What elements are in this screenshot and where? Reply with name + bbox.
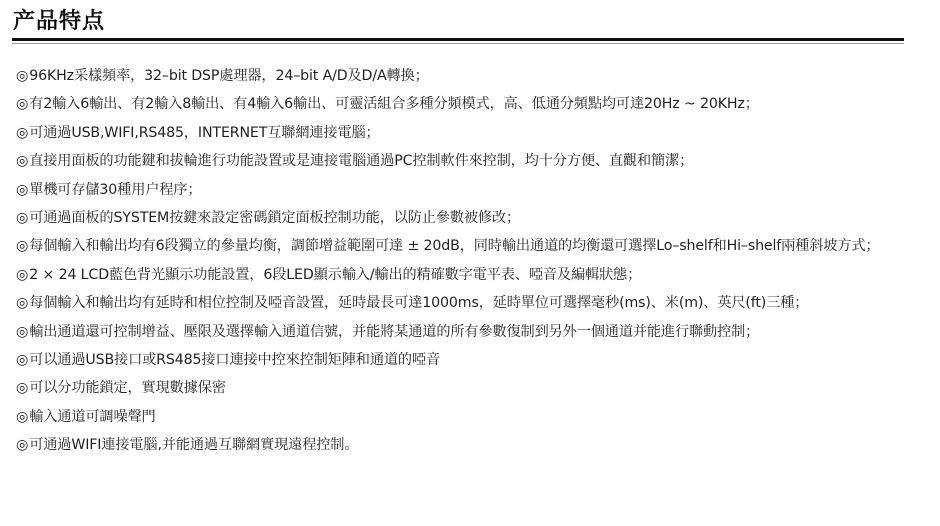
feature-text: 每個輸入和輸出均有延時和相位控制及啞音設置，延時最長可達1000ms，延時單位可選擇毫秒(ms)、米(m)、英尺(ft)三種； <box>29 295 809 312</box>
feature-text: 可以通過USB接口或RS485接口連接中控來控制矩陣和通道的啞音 <box>29 352 441 369</box>
feature-text: 可通過面板的SYSTEM按鍵來設定密碼鎖定面板控制功能，以防止參數被修改； <box>29 210 521 227</box>
title-underline <box>12 38 904 41</box>
feature-item <box>16 289 916 317</box>
feature-text: 2 × 24 LCD藍色背光顯示功能設置，6段LED顯示輸入/輸出的精確數字電平表、啞音及編輯狀態； <box>29 266 642 283</box>
circle-bullet-icon: ◎ <box>16 96 29 113</box>
feature-list <box>16 62 916 460</box>
feature-item <box>16 374 916 402</box>
circle-bullet-icon: ◎ <box>16 408 29 425</box>
circle-bullet-icon: ◎ <box>16 238 29 255</box>
feature-text: 有2輸入6輸出、有2輸入8輸出、有4輸入6輸出、可靈活組合多種分頻模式，高、低通分頻點均可達20Hz ~ 20KHz； <box>29 96 759 113</box>
feature-text: 輸出通道還可控制增益、壓限及選擇輸入通道信號，并能將某通道的所有參數復制到另外一個通道并能進行聯動控制； <box>29 323 760 340</box>
feature-item <box>16 62 916 90</box>
feature-item <box>16 204 916 232</box>
circle-bullet-icon: ◎ <box>16 380 29 397</box>
feature-text: 輸入通道可調噪聲門 <box>29 408 156 425</box>
feature-item <box>16 232 916 260</box>
circle-bullet-icon: ◎ <box>16 266 29 283</box>
title-underline-thin <box>12 43 904 44</box>
feature-item <box>16 403 916 431</box>
feature-text: 可以分功能鎖定，實現數據保密 <box>29 380 226 397</box>
feature-item <box>16 119 916 147</box>
circle-bullet-icon: ◎ <box>16 181 29 198</box>
feature-item <box>16 176 916 204</box>
feature-text: 可通過USB,WIFI,RS485，INTERNET互聯網連接電腦； <box>29 124 380 141</box>
circle-bullet-icon: ◎ <box>16 295 29 312</box>
feature-text: 96KHz采樣頻率，32–bit DSP處理器，24–bit A/D及D/A轉換； <box>29 68 429 84</box>
feature-item <box>16 147 916 175</box>
feature-text: 直接用面板的功能鍵和拔輪進行功能設置或是連接電腦通過PC控制軟件來控制，均十分方便、直觀和簡潔； <box>29 153 694 170</box>
feature-text: 單機可存儲30種用户程序； <box>29 181 202 198</box>
feature-item <box>16 431 916 459</box>
feature-text: 可通過WIFI連接電腦,并能通過互聯網實現遠程控制。 <box>29 437 359 454</box>
circle-bullet-icon: ◎ <box>16 437 29 454</box>
circle-bullet-icon: ◎ <box>16 124 29 141</box>
feature-item <box>16 346 916 374</box>
feature-item <box>16 261 916 289</box>
circle-bullet-icon: ◎ <box>16 352 29 369</box>
section-title: 产品特点 <box>13 9 106 34</box>
circle-bullet-icon: ◎ <box>16 153 29 170</box>
feature-text: 每個輸入和輸出均有6段獨立的參量均衡，調節增益範圍可達 ± 20dB，同時輸出通道的均衡還可選擇Lo–shelf和Hi–shelf兩種斜坡方式； <box>29 238 880 255</box>
feature-item <box>16 318 916 346</box>
circle-bullet-icon: ◎ <box>16 323 29 340</box>
circle-bullet-icon: ◎ <box>16 68 29 84</box>
feature-item <box>16 90 916 118</box>
circle-bullet-icon: ◎ <box>16 210 29 227</box>
